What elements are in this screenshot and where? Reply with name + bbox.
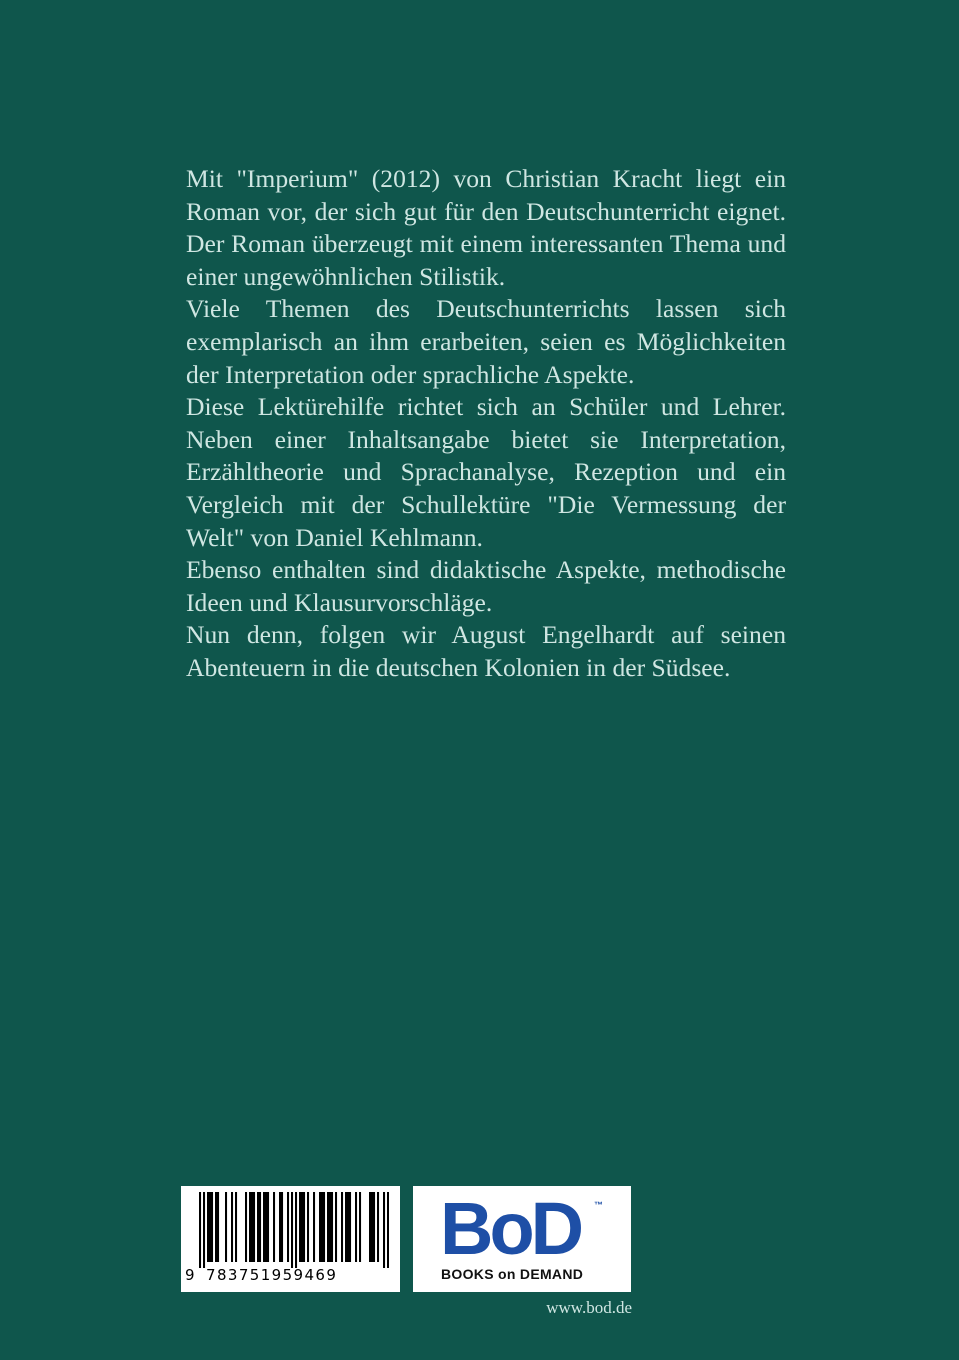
- barcode-bar: [203, 1192, 205, 1268]
- barcode-bar: [265, 1192, 267, 1262]
- barcode-bar: [253, 1192, 255, 1262]
- barcode-bar: [387, 1192, 389, 1268]
- barcode-bar: [341, 1192, 343, 1262]
- barcode-bar: [383, 1192, 385, 1268]
- bod-logo: [413, 1186, 631, 1292]
- barcode-bar: [303, 1192, 305, 1262]
- blurb-paragraph-5: Nun denn, folgen wir August Engelhardt auf seinen Abenteuern in die deutschen Kolonien in der Südsee.: [186, 620, 786, 682]
- barcode-bar: [225, 1192, 227, 1262]
- barcode-bar: [319, 1192, 321, 1262]
- barcode-bar: [263, 1192, 265, 1262]
- barcode-bar: [335, 1192, 337, 1262]
- isbn-barcode: [181, 1186, 400, 1292]
- blurb-paragraph-3: Diese Lektürehilfe richtet sich an Schüler und Lehrer. Neben einer Inhaltsangabe bietet sie Interpretation, Erzähltheorie und Sprachanalyse, Rezeption und ein Vergleich mit der Schullektüre "Die Vermessung der Welt" von Daniel Kehlmann.: [186, 392, 786, 552]
- barcode-number: [181, 1266, 400, 1288]
- blurb-paragraph-4: Ebenso enthalten sind didaktische Aspekte, methodische Ideen und Klausurvorschläge.: [186, 555, 786, 617]
- barcode-bar: [327, 1192, 329, 1262]
- barcode-bar: [369, 1192, 371, 1262]
- blurb-paragraph-1: Mit "Imperium" (2012) von Christian Kracht liegt ein Roman vor, der sich gut für den Deutschunterricht eignet. Der Roman überzeugt mit einem interessanten Thema und einer ungewöhnlichen Stilistik.: [186, 164, 786, 291]
- barcode-bar: [251, 1192, 253, 1262]
- barcode-bar: [299, 1192, 301, 1262]
- barcode-digits: 783751959469: [206, 1266, 338, 1284]
- barcode-bar: [307, 1192, 309, 1262]
- barcode-bar: [245, 1192, 247, 1262]
- barcode-bar: [321, 1192, 323, 1262]
- barcode-bar: [371, 1192, 373, 1262]
- barcode-bar: [295, 1192, 297, 1268]
- back-cover-blurb: [186, 163, 786, 685]
- barcode-bar: [373, 1192, 375, 1262]
- barcode-bar: [301, 1192, 303, 1262]
- barcode-lead-digit: 9: [185, 1266, 195, 1284]
- barcode-bar: [345, 1192, 347, 1262]
- barcode-bar: [215, 1192, 217, 1262]
- barcode-bar: [331, 1192, 333, 1262]
- barcode-bar: [217, 1192, 219, 1262]
- barcode-bar: [259, 1192, 261, 1262]
- barcode-bar: [279, 1192, 281, 1262]
- barcode-bar: [355, 1192, 357, 1262]
- bod-tagline: BOOKS on DEMAND: [441, 1266, 584, 1282]
- barcode-bar: [209, 1192, 211, 1262]
- barcode-bar: [231, 1192, 233, 1262]
- barcode-bar: [257, 1192, 259, 1262]
- barcode-bar: [267, 1192, 269, 1262]
- publisher-website: www.bod.de: [546, 1298, 632, 1317]
- barcode-bar: [329, 1192, 331, 1262]
- barcode-bar: [349, 1192, 351, 1262]
- bod-logo-mark: BoD: [440, 1187, 581, 1270]
- barcode-bars-icon: [199, 1192, 389, 1268]
- barcode-bar: [313, 1192, 315, 1262]
- barcode-bar: [287, 1192, 289, 1262]
- barcode-bar: [377, 1192, 379, 1262]
- barcode-bar: [211, 1192, 213, 1262]
- barcode-bar: [359, 1192, 361, 1262]
- barcode-bar: [199, 1192, 201, 1268]
- barcode-bar: [291, 1192, 293, 1268]
- blurb-paragraph-2: Viele Themen des Deutschunterrichts lassen sich exemplarisch an ihm erarbeiten, seien es Möglichkeiten der Interpretation oder sprachliche Aspekte.: [186, 294, 786, 389]
- barcode-bar: [273, 1192, 275, 1262]
- barcode-bar: [281, 1192, 283, 1262]
- barcode-bar: [235, 1192, 237, 1262]
- barcode-bar: [207, 1192, 209, 1262]
- barcode-bar: [347, 1192, 349, 1262]
- barcode-bar: [323, 1192, 325, 1262]
- barcode-bar: [249, 1192, 251, 1262]
- trademark-symbol: ™: [594, 1200, 603, 1210]
